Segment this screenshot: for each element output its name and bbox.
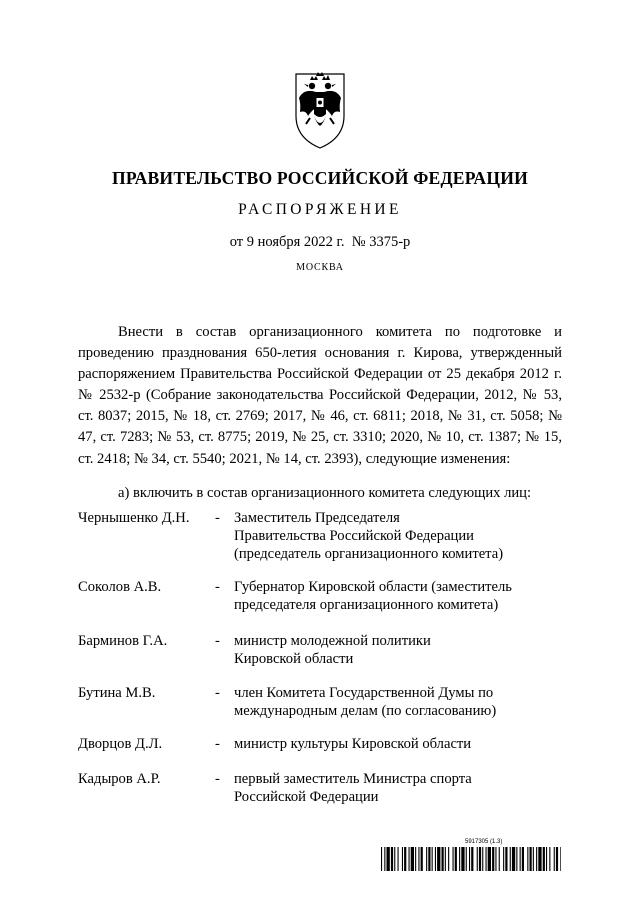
- member-role-line: Кировской области: [234, 651, 354, 667]
- document-date-number: от 9 ноября 2022 г. № 3375-р: [229, 234, 411, 250]
- member-dash: -: [215, 685, 220, 701]
- member-role-line: Правительства Российской Федерации: [234, 528, 474, 544]
- member-name: Барминов Г.А.: [78, 633, 168, 649]
- member-dash: -: [215, 510, 220, 526]
- member-row: [78, 578, 562, 628]
- government-title: ПРАВИТЕЛЬСТВО РОССИЙСКОЙ ФЕДЕРАЦИИ: [112, 168, 528, 188]
- document-type: РАСПОРЯЖЕНИЕ: [238, 201, 402, 218]
- barcode-icon: [381, 847, 561, 871]
- member-name: Соколов А.В.: [78, 579, 162, 595]
- main-paragraph: Внести в состав организационного комитета по подготовке и проведению празднования 650-летия основания г. Кирова, утвержденный распоряжением Правительства Российской Федерации от 25 декабря 2012 г. № 2532-р (Собрание законодательства Российской Федерации, 2012, № 53, ст. 8037; 2015, № 18, ст. 2769; 2017, № 46, ст. 6811; 2018, № 31, ст. 5058; № 47, ст. 7283; № 53, ст. 8775; 2019, № 25, ст. 3310; 2020, № 10, ст. 1387; № 15, ст. 2418; № 34, ст. 5540; 2021, № 14, ст. 2393), следующие изменения:: [78, 324, 562, 467]
- member-role-line: международным делам (по согласованию): [234, 703, 497, 719]
- member-role-line: министр культуры Кировской области: [234, 736, 472, 752]
- member-role-line: Заместитель Председателя: [234, 510, 400, 526]
- member-dash: -: [215, 633, 220, 649]
- document-city: МОСКВА: [296, 262, 344, 273]
- member-row: [78, 632, 562, 682]
- member-name: Чернышенко Д.Н.: [78, 510, 190, 526]
- member-dash: -: [215, 771, 220, 787]
- member-role: [234, 578, 562, 614]
- member-role: [234, 632, 562, 668]
- member-role: [234, 509, 562, 563]
- member-name: Бутина М.В.: [78, 685, 156, 701]
- member-name: Кадыров А.Р.: [78, 771, 161, 787]
- member-role-line: Российской Федерации: [234, 789, 379, 805]
- document-code: 5917305 (1.3): [465, 839, 503, 845]
- member-row: [78, 684, 562, 734]
- member-role-line: первый заместитель Министра спорта: [234, 771, 472, 787]
- member-role-line: председателя организационного комитета): [234, 597, 499, 613]
- member-role: [234, 770, 562, 806]
- member-role-line: (председатель организационного комитета): [234, 546, 504, 562]
- member-row: [78, 770, 562, 820]
- member-dash: -: [215, 579, 220, 595]
- member-role: [234, 684, 562, 720]
- member-dash: -: [215, 736, 220, 752]
- subitem-a: а) включить в состав организационного комитета следующих лиц:: [118, 485, 532, 501]
- member-role-line: министр молодежной политики: [234, 633, 431, 649]
- member-role-line: Губернатор Кировской области (заместитель: [234, 579, 512, 595]
- member-role-line: член Комитета Государственной Думы по: [234, 685, 494, 701]
- member-row: [78, 509, 562, 562]
- member-role: [234, 735, 562, 753]
- member-name: Дворцов Д.Л.: [78, 736, 163, 752]
- russian-coat-of-arms-icon: [286, 68, 354, 150]
